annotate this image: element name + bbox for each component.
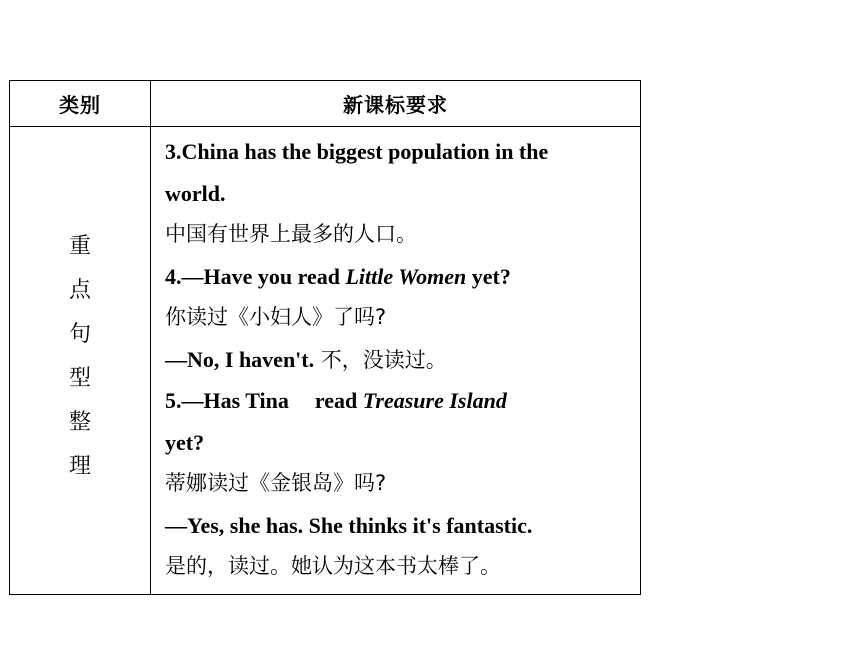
book-title-treasure-island: Treasure Island <box>362 388 507 413</box>
header-requirement: 新课标要求 <box>151 81 641 127</box>
sentence-5-question-cont: yet? <box>165 429 205 455</box>
sentence-5-answer-chinese: 是的，读过。她认为这本书太棒了。 <box>165 554 501 578</box>
sentence-3-english-cont: world. <box>165 180 226 206</box>
sentence-4-question <box>165 256 630 298</box>
sentence-3-english: 3.China has the biggest population in the <box>165 139 549 164</box>
table-header-row <box>10 81 641 127</box>
sentence-4-prefix: 4.—Have you read <box>165 263 346 289</box>
category-vertical-label <box>69 232 91 482</box>
category-char: 型 <box>68 365 91 391</box>
sentence-pattern-table <box>9 80 641 595</box>
sentence-3-chinese: 中国有世界上最多的人口。 <box>165 222 417 246</box>
sentence-5-question <box>165 380 630 422</box>
sentence-5-mid: read <box>314 388 363 413</box>
category-char: 理 <box>68 453 91 479</box>
grammar-table-sheet <box>9 80 640 595</box>
sentence-4-answer-english: —No, I haven't. <box>165 346 315 372</box>
requirement-cell <box>151 127 641 595</box>
sentence-5-chinese: 蒂娜读过《金银岛》吗? <box>165 471 387 495</box>
sentence-4-answer <box>165 339 630 381</box>
category-char: 点 <box>68 277 91 303</box>
sentence-4-suffix: yet? <box>466 263 511 289</box>
sentence-4-answer-chinese: 不，没读过。 <box>314 347 447 372</box>
sentence-5-prefix: 5.—Has Tina <box>165 388 289 413</box>
sentence-4-chinese: 你读过《小妇人》了吗? <box>165 305 387 329</box>
sentence-5-answer: —Yes, she has. She thinks it's fantastic. <box>165 512 533 538</box>
book-title-little-women: Little Women <box>345 263 467 289</box>
category-cell <box>10 127 151 595</box>
category-char: 句 <box>68 321 91 347</box>
category-char: 重 <box>68 233 91 259</box>
header-category: 类别 <box>10 81 151 127</box>
category-char: 整 <box>68 409 91 435</box>
table-row <box>10 127 641 595</box>
